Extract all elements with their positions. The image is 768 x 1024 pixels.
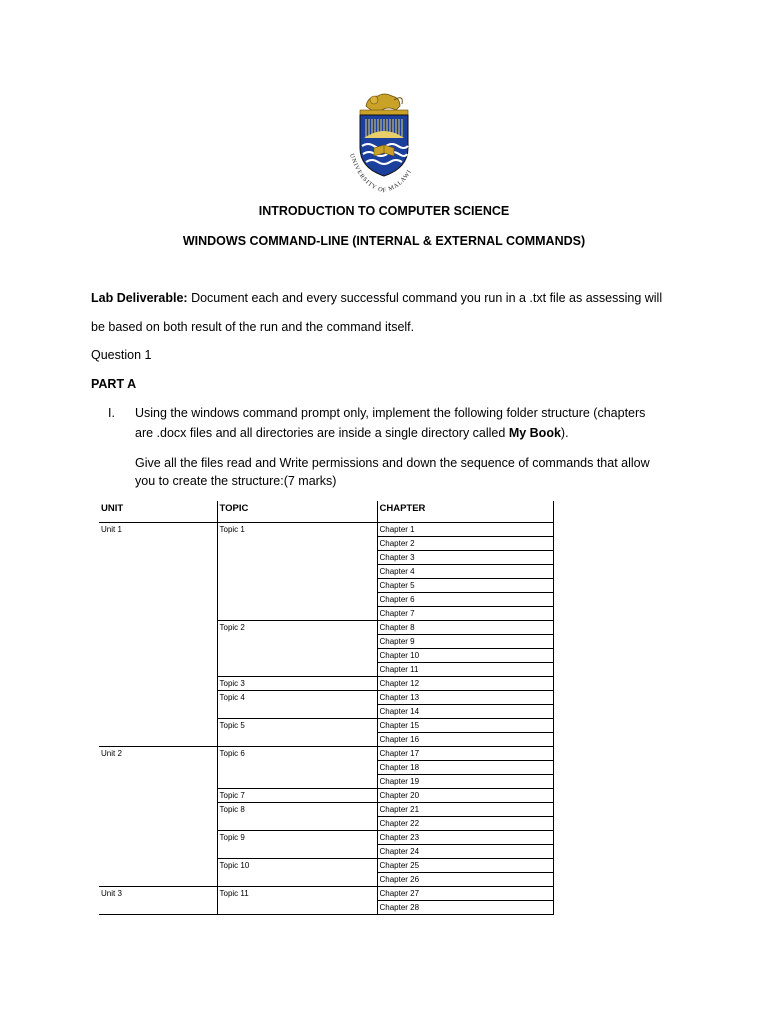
topic-cell: [217, 760, 377, 774]
item-numeral: I.: [108, 406, 115, 420]
chapter-cell: Chapter 4: [377, 564, 553, 578]
chapter-cell: Chapter 16: [377, 732, 553, 746]
deliverable-line-2: be based on both result of the run and the command itself.: [91, 320, 415, 334]
chapter-cell: Chapter 24: [377, 844, 553, 858]
chapter-cell: Chapter 1: [377, 522, 553, 536]
table-row: [99, 900, 553, 914]
unit-cell: [99, 774, 217, 788]
chapter-cell: Chapter 3: [377, 550, 553, 564]
university-crest: [332, 88, 436, 196]
unit-cell: [99, 536, 217, 550]
table-row: [99, 662, 553, 676]
topic-cell: [217, 648, 377, 662]
table-row: [99, 564, 553, 578]
topic-cell: Topic 6: [217, 746, 377, 760]
topic-cell: [217, 844, 377, 858]
unit-cell: [99, 844, 217, 858]
table-row: [99, 788, 553, 802]
table-row: [99, 536, 553, 550]
chapter-cell: Chapter 5: [377, 578, 553, 592]
deliverable-line-1: Lab Deliverable: Document each and every successful command you run in a .txt file as assessing will: [91, 291, 663, 305]
topic-cell: [217, 900, 377, 914]
deliverable-label: Lab Deliverable:: [91, 291, 188, 305]
chapter-cell: Chapter 13: [377, 690, 553, 704]
unit-cell: [99, 872, 217, 886]
unit-cell: [99, 634, 217, 648]
topic-cell: [217, 662, 377, 676]
table-row: [99, 578, 553, 592]
chapter-cell: Chapter 15: [377, 718, 553, 732]
chapter-cell: Chapter 7: [377, 606, 553, 620]
chapter-cell: Chapter 8: [377, 620, 553, 634]
unit-cell: [99, 900, 217, 914]
folder-structure-table: [99, 501, 554, 915]
topic-cell: [217, 774, 377, 788]
header-chapter: CHAPTER: [377, 501, 553, 522]
unit-cell: [99, 802, 217, 816]
instruction-line-2: you to create the structure:(7 marks): [135, 474, 337, 488]
table-row: [99, 592, 553, 606]
table-row: [99, 802, 553, 816]
topic-cell: [217, 816, 377, 830]
chapter-cell: Chapter 21: [377, 802, 553, 816]
unit-cell: [99, 732, 217, 746]
unit-cell: [99, 760, 217, 774]
table-row: [99, 858, 553, 872]
topic-cell: Topic 5: [217, 718, 377, 732]
topic-cell: Topic 4: [217, 690, 377, 704]
topic-cell: Topic 10: [217, 858, 377, 872]
chapter-cell: Chapter 9: [377, 634, 553, 648]
table-header-row: [99, 501, 553, 522]
table-row: [99, 774, 553, 788]
unit-cell: Unit 2: [99, 746, 217, 760]
chapter-cell: Chapter 20: [377, 788, 553, 802]
header-unit: UNIT: [99, 501, 217, 522]
chapter-cell: Chapter 27: [377, 886, 553, 900]
chapter-cell: Chapter 11: [377, 662, 553, 676]
table-row: [99, 704, 553, 718]
table-row: [99, 634, 553, 648]
unit-cell: Unit 1: [101, 524, 122, 534]
table-row: [99, 886, 553, 900]
table-row: [99, 844, 553, 858]
table-row: [99, 550, 553, 564]
instruction-line-1: Give all the files read and Write permissions and down the sequence of commands that allow: [135, 456, 650, 470]
folder-name: My Book: [508, 426, 561, 440]
table-row: [99, 620, 553, 634]
unit-cell: [99, 858, 217, 872]
topic-cell: [217, 592, 377, 606]
unit-cell: [99, 816, 217, 830]
table-row: [99, 522, 553, 536]
unit-cell: [99, 830, 217, 844]
table-row: [99, 816, 553, 830]
topic-cell: Topic 3: [217, 676, 377, 690]
table-row: [99, 690, 553, 704]
topic-cell: Topic 8: [217, 802, 377, 816]
chapter-cell: Chapter 2: [377, 536, 553, 550]
chapter-cell: Chapter 28: [377, 900, 553, 914]
chapter-cell: Chapter 14: [377, 704, 553, 718]
topic-cell: [217, 704, 377, 718]
part-label: PART A: [91, 377, 137, 391]
topic-cell: [217, 536, 377, 550]
table-row: [99, 676, 553, 690]
topic-cell: [217, 578, 377, 592]
unit-cell: [99, 564, 217, 578]
chapter-cell: Chapter 17: [377, 746, 553, 760]
table-row: [99, 606, 553, 620]
crest-motto: UNIVERSITY OF MALAWI: [348, 152, 414, 195]
unit-cell: [99, 662, 217, 676]
chapter-cell: Chapter 19: [377, 774, 553, 788]
unit-cell: [99, 690, 217, 704]
unit-cell: [99, 788, 217, 802]
chapter-cell: Chapter 23: [377, 830, 553, 844]
unit-cell: [99, 676, 217, 690]
table-row: [99, 648, 553, 662]
table-row: [99, 830, 553, 844]
topic-cell: Topic 11: [217, 886, 377, 900]
topic-cell: [217, 564, 377, 578]
unit-cell: [99, 606, 217, 620]
unit-cell: [99, 550, 217, 564]
topic-cell: Topic 2: [217, 620, 377, 634]
topic-cell: [217, 872, 377, 886]
table-body: [99, 522, 553, 914]
item-line-2: are .docx files and all directories are inside a single directory called My Book).: [135, 426, 569, 440]
lion-icon: [366, 94, 402, 112]
topic-cell: Topic 9: [217, 830, 377, 844]
question-label: Question 1: [91, 348, 152, 362]
unit-cell: [99, 718, 217, 732]
topic-cell: [217, 550, 377, 564]
unit-cell: [99, 592, 217, 606]
document-title: INTRODUCTION TO COMPUTER SCIENCE: [258, 204, 510, 218]
unit-cell: [99, 704, 217, 718]
unit-cell: [99, 578, 217, 592]
topic-cell: [217, 634, 377, 648]
table-row: [99, 718, 553, 732]
topic-cell: [217, 732, 377, 746]
table-row: [99, 746, 553, 760]
topic-cell: [217, 606, 377, 620]
item-line-1: Using the windows command prompt only, implement the following folder structure (chapters: [135, 406, 646, 420]
header-topic: TOPIC: [217, 501, 377, 522]
chapter-cell: Chapter 10: [377, 648, 553, 662]
table-row: [99, 760, 553, 774]
chapter-cell: Chapter 26: [377, 872, 553, 886]
chapter-cell: Chapter 6: [377, 592, 553, 606]
topic-cell: Topic 7: [217, 788, 377, 802]
unit-cell: Unit 3: [99, 886, 217, 900]
chapter-cell: Chapter 18: [377, 760, 553, 774]
chapter-cell: Chapter 12: [377, 676, 553, 690]
unit-cell: [99, 620, 217, 634]
table-row: [99, 872, 553, 886]
unit-cell: [99, 648, 217, 662]
table-row: [99, 732, 553, 746]
document-subtitle: WINDOWS COMMAND-LINE (INTERNAL & EXTERNAL COMMANDS): [182, 234, 586, 248]
chapter-cell: Chapter 25: [377, 858, 553, 872]
topic-cell: Topic 1: [217, 522, 377, 536]
chapter-cell: Chapter 22: [377, 816, 553, 830]
